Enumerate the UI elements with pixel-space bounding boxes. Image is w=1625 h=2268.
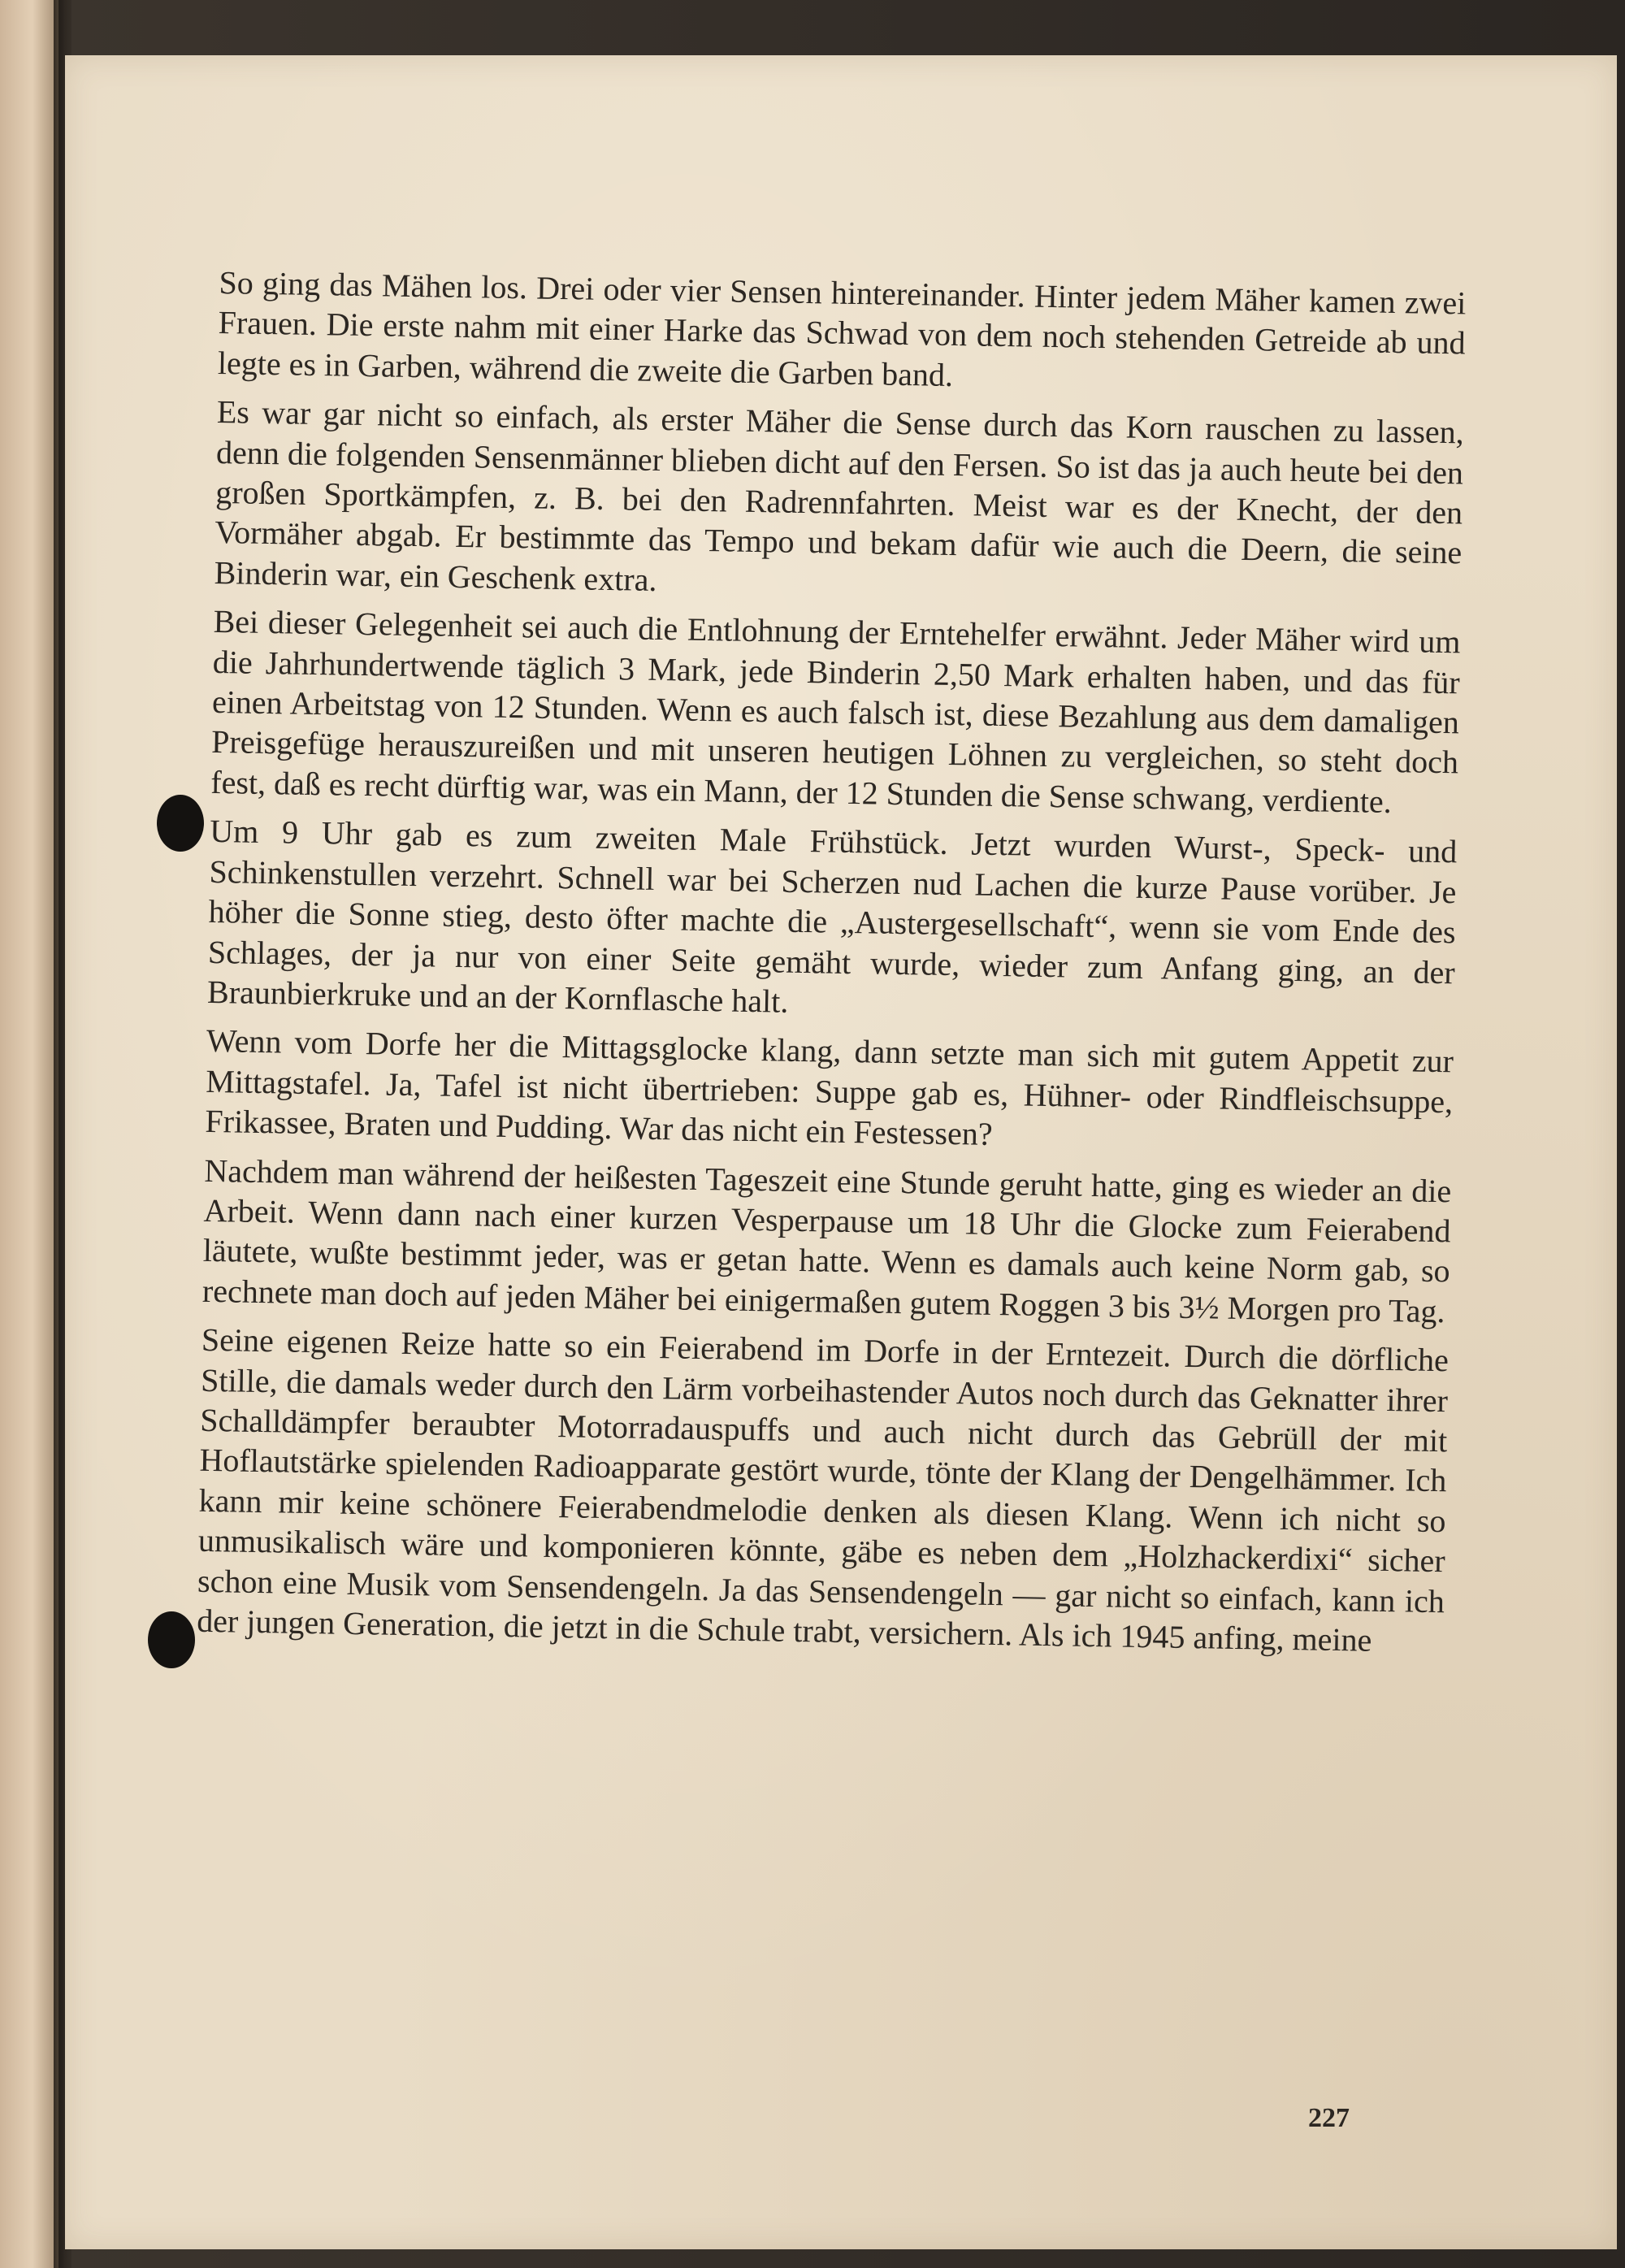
paragraph: Bei dieser Gelegenheit sei auch die Entlohnung der Erntehelfer erwähnt. Jeder Mäher wird um die Jahrhundertwende täglich 3 Mark, jede Binderin 2,50 Mark erhalten haben, und das für einen Arbeitstag von 12 Stunden. Wenn es auch falsch ist, diese Bezahlung aus dem damaligen Preisgefüge herauszureißen und mit unseren heutigen Löhnen zu vergleichen, so steht doch fest, daß es recht dürftig war, was ein Mann, der 12 Stunden die Sense schwang, verdiente. xyxy=(210,603,1461,820)
body-text xyxy=(197,262,1467,1671)
paragraph: So ging das Mähen los. Drei oder vier Sensen hintereinander. Hinter jedem Mäher kamen zwei Frauen. Die erste nahm mit einer Harke das Schwad von dem noch stehenden Getreide ab und legte es in Garben, während die zweite die Garben band. xyxy=(217,263,1467,393)
punch-hole xyxy=(148,1611,195,1668)
paragraph: Nachdem man während der heißesten Tageszeit eine Stunde geruht hatte, ging es wieder an die Arbeit. Wenn dann nach einer kurzen Vesperpause um 18 Uhr die Glocke zum Feierabend läutete, wußte bestimmt jeder, was er getan hatte. Wenn es damals auch keine Norm gab, so rechnete man doch auf jeden Mäher bei einigermaßen gutem Roggen 3 bis 3½ Morgen pro Tag. xyxy=(202,1151,1452,1329)
book-page xyxy=(65,55,1617,2249)
facing-page-edge xyxy=(0,0,58,2268)
paragraph: Um 9 Uhr gab es zum zweiten Male Frühstück. Jetzt wurden Wurst-, Speck- und Schinkenstullen verzehrt. Schnell war bei Scherzen nud Lachen die kurze Pause vorüber. Je höher die Sonne stieg, desto öfter machte die „Austergesellschaft“, wenn sie vom Ende des Schlages, der ja nur von einer Seite gemäht wurde, wieder zum Anfang ging, an der Braunbierkruke und an der Kornflasche halt. xyxy=(206,813,1458,1020)
page-number: 227 xyxy=(1308,2103,1350,2133)
paragraph: Es war gar nicht so einfach, als erster Mäher die Sense durch das Korn rauschen zu lassen, denn die folgenden Sensenmänner blieben dicht auf den Fersen. So ist das ja auch heute bei den großen Sportkämpfen, z. B. bei den Radrennfahrten. Meist war es der Knecht, der den Vormäher abgab. Er bestimmte das Tempo und bekam dafür wie auch die Deern, die seine Binderin war, ein Geschenk extra. xyxy=(214,393,1465,598)
paragraph: Wenn vom Dorfe her die Mittagsglocke klang, dann setzte man sich mit gutem Appetit zur Mittagstafel. Ja, Tafel ist nicht übertrieben: Suppe gab es, Hühner- oder Rindfleischsuppe, Frikassee, Braten und Pudding. War das nicht ein Festessen? xyxy=(205,1022,1454,1153)
paragraph: Seine eigenen Reize hatte so ein Feierabend im Dorfe in der Erntezeit. Durch die dörfliche Stille, die damals weder durch den Lärm vorbeihastender Autos noch durch das Geknatter ihrer Schalldämpfer beraubter Motorradauspuffs und auch nicht durch das Gebrüll der mit Hoflautstärke spielenden Radioapparate gestört wurde, tönte der Klang der Dengelhämmer. Ich kann mir keine schönere Feierabendmelodie denken als diesen Klang. Wenn ich nicht so unmusikalisch wäre und komponieren könnte, gäbe es neben dem „Holzhackerdixi“ sicher schon eine Musik vom Sensendengeln. Ja das Sensendengeln — gar nicht so einfach, kann ich der jungen Generation, die jetzt in die Schule trabt, versichern. Als ich 1945 anfing, meine xyxy=(196,1320,1450,1659)
punch-hole xyxy=(157,795,204,852)
